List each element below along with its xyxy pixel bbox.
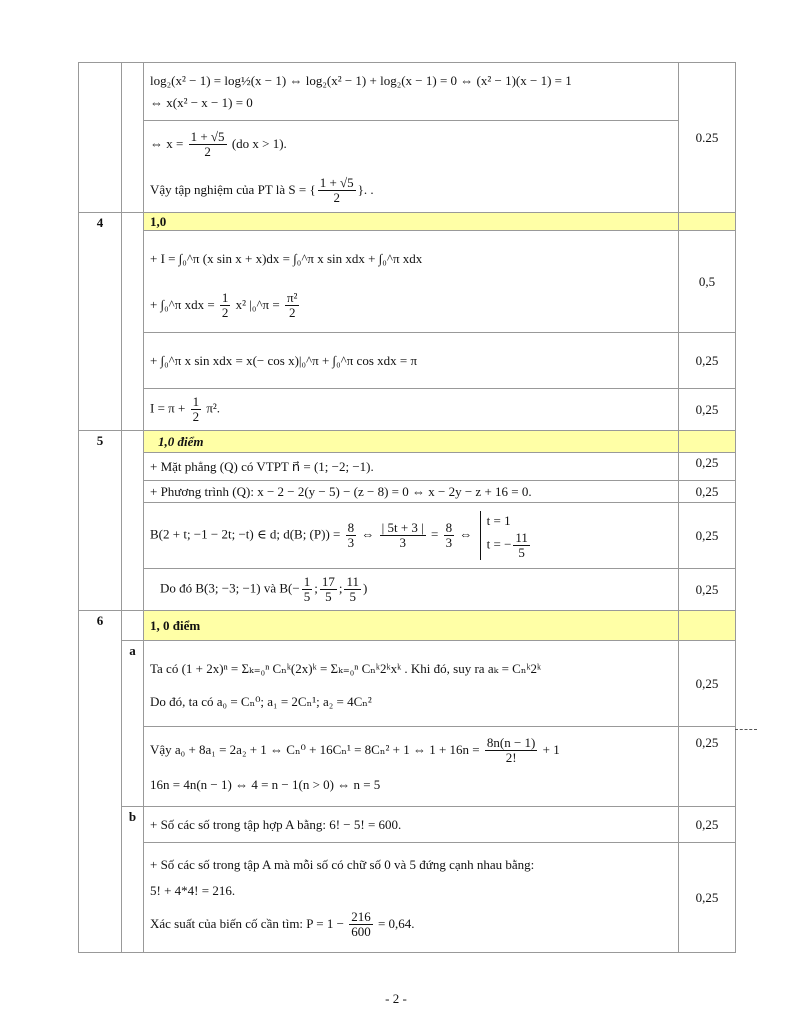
fraction: $\frac{1}{5}$	[303, 574, 311, 604]
fraction: $\frac{8}{3}$	[445, 520, 453, 550]
score-cell: 0,25	[679, 481, 736, 503]
fraction: $\frac{1 + √5}{2}$	[319, 175, 354, 206]
fraction: $\frac{8n(n - 1)}{2!}$	[486, 735, 536, 766]
equation-line: B(2 + t; −1 − 2t; −t) ∈ d; d(B; (P)) = $\frac{8}{3}$ ⇔ $\frac{| 5t + 3 |}{3}$ = $\frac{8}{3}$ ⇔ t = 1 t = − $\frac{11}{5}$	[144, 503, 679, 569]
row-q4-part2	[79, 333, 736, 389]
score-cell: 0.25	[679, 63, 736, 213]
equation-line: ⇔ x(x² − x − 1) = 0	[150, 94, 253, 110]
score-cell: 0,5	[679, 231, 736, 333]
equation-line: 16n = 4n(n − 1) ⇔ 4 = n − 1(n > 0) ⇔ n = 5	[150, 776, 381, 792]
question-5-header	[79, 431, 736, 453]
fraction: $\frac{1 + √5}{2}$	[190, 129, 225, 160]
equation-line: Do đó B(3; −3; −1) và B(− $\frac{1}{5}$ ; $\frac{17}{5}$ ; $\frac{11}{5}$ )	[144, 569, 679, 611]
question-number: 4	[79, 213, 122, 431]
equation-line: log₂(x² − 1) = log½(x − 1) ⇔ log₂(x² − 1) + log₂(x − 1) = 0 ⇔ (x² − 1)(x − 1) = 1	[150, 72, 572, 88]
score-cell: 0,25	[679, 843, 736, 953]
row-q3-part1	[79, 63, 736, 121]
equation-line: Do đó, ta có a₀ = Cₙ⁰; a₁ = 2Cₙ¹; a₂ = 4Cₙ²	[150, 693, 372, 709]
score-cell: 0,25	[679, 453, 736, 481]
equation-line: Vậy a₀ + 8a₁ = 2a₂ + 1 ⇔ Cₙ⁰ + 16Cₙ¹ = 8Cₙ² + 1 ⇔ 1 + 16n = $\frac{8n(n - 1)}{2!}$ + 1	[150, 735, 560, 766]
text-line: + Mặt phẳng (Q) có VTPT n⃗ = (1; −2; −1).	[144, 453, 679, 481]
equation-line: Xác suất của biến cố cần tìm: P = 1 − $\frac{216}{600}$ = 0,64.	[150, 909, 415, 940]
row-q4-part1	[79, 231, 736, 333]
equation-line: + ∫₀^π x sin xdx = x(− cos x)|₀^π + ∫₀^π cos xdx = π	[144, 333, 679, 389]
row-q5-part3	[79, 503, 736, 569]
row-q6-a-part1	[79, 641, 736, 727]
score-cell: 0,25	[679, 807, 736, 843]
score-cell: 0,25	[679, 503, 736, 569]
row-q5-part4	[79, 569, 736, 611]
equation-line: I = π + $\frac{1}{2}$ π².	[144, 389, 679, 431]
question-points: 1, 0 điểm	[144, 611, 679, 641]
text-line: + Số các số trong tập A mà mỗi số có chữ số 0 và 5 đứng cạnh nhau bằng:	[150, 856, 535, 872]
fraction: $\frac{\text{π²}}{2}$	[286, 290, 298, 321]
question-6-header	[79, 611, 736, 641]
row-q6-b-part1	[79, 807, 736, 843]
fraction: $\frac{1}{2}$	[221, 290, 229, 321]
score-cell: 0,25	[679, 569, 736, 611]
page-number: - 2 -	[385, 991, 407, 1006]
score-cell: 0,25	[679, 727, 736, 807]
fraction: $\frac{| 5t + 3 |}{3}$	[381, 520, 424, 550]
row-q5-part1	[79, 453, 736, 481]
fraction: $\frac{1}{2}$	[192, 394, 200, 424]
text-line: 5! + 4*4! = 216.	[150, 882, 236, 898]
equation-line: ⇔ x = $\frac{1 + √5}{2}$ (do x > 1).	[150, 129, 287, 160]
case-bracket: t = 1 t = − $\frac{11}{5}$	[480, 511, 532, 560]
row-q6-b-part2	[79, 843, 736, 953]
question-number: 6	[79, 611, 122, 953]
row-q3-part2	[79, 121, 736, 213]
equation-line: Ta có (1 + 2x)ⁿ = Σₖ₌₀ⁿ Cₙᵏ(2x)ᵏ = Σₖ₌₀ⁿ Cₙᵏ2ᵏxᵏ . Khi đó, suy ra aₖ = Cₙᵏ2ᵏ	[150, 660, 542, 676]
fraction: $\frac{11}{5}$	[515, 530, 528, 560]
text-line: + Phương trình (Q): x − 2 − 2(y − 5) − (z − 8) = 0 ⇔ x − 2y − z + 16 = 0.	[144, 481, 679, 503]
fraction: $\frac{11}{5}$	[346, 574, 359, 604]
score-cell: 0,25	[679, 641, 736, 727]
row-q6-a-part2	[79, 727, 736, 807]
score-cell: 0,25	[679, 333, 736, 389]
row-q4-part3	[79, 389, 736, 431]
fraction: $\frac{216}{600}$	[351, 909, 371, 940]
equation-line: + I = ∫₀^π (x sin x + x)dx = ∫₀^π x sin xdx + ∫₀^π xdx	[150, 250, 423, 266]
question-number: 5	[79, 431, 122, 611]
score-cell: 0,25	[679, 389, 736, 431]
fraction: $\frac{8}{3}$	[347, 520, 355, 550]
sub-question-label: b	[122, 807, 144, 953]
dashed-separator	[735, 729, 757, 730]
question-points: 1,0	[144, 213, 679, 231]
answer-table	[78, 62, 736, 953]
row-q5-part2	[79, 481, 736, 503]
equation-line: + ∫₀^π xdx = $\frac{1}{2}$ x² |₀^π = $\frac{\text{π²}}{2}$	[150, 290, 298, 321]
conclusion-line: Vậy tập nghiệm của PT là S = { $\frac{1 + √5}{2}$ }. .	[150, 175, 374, 206]
question-4-header	[79, 213, 736, 231]
fraction: $\frac{17}{5}$	[321, 574, 335, 604]
question-points: 1,0 điểm	[144, 431, 679, 453]
text-line: + Số các số trong tập hợp A bằng: 6! − 5! = 600.	[144, 807, 679, 843]
sub-question-label: a	[122, 641, 144, 807]
